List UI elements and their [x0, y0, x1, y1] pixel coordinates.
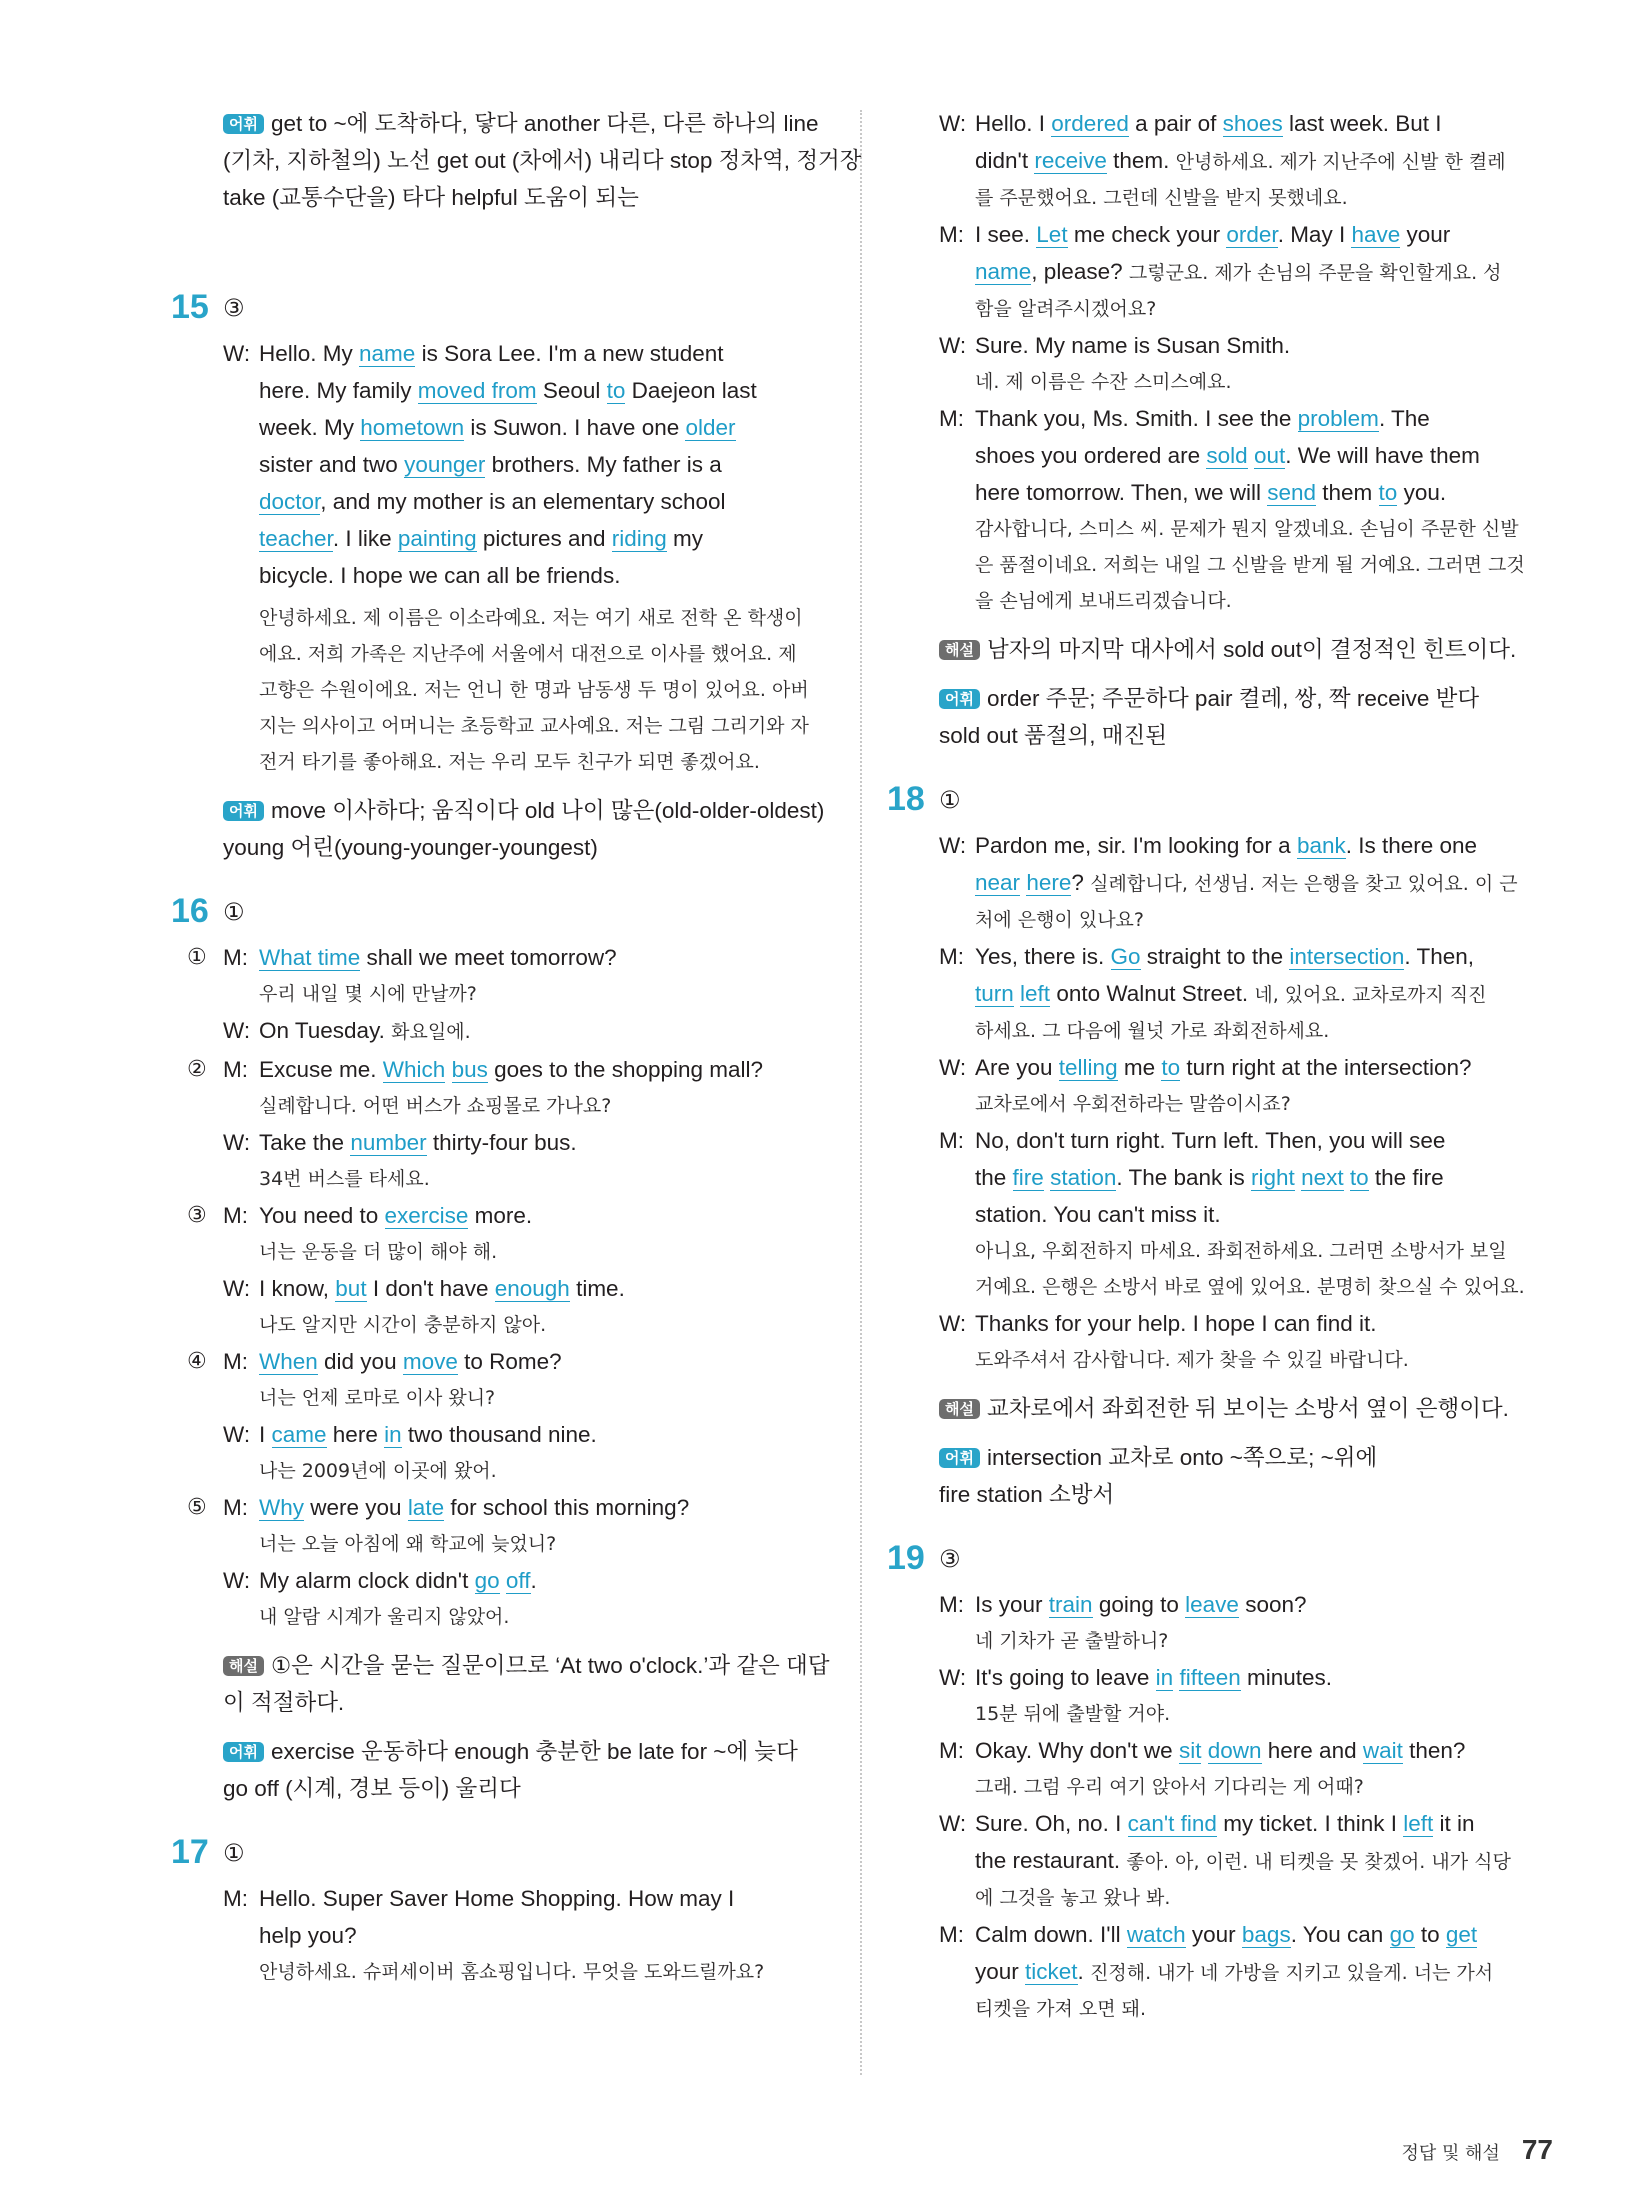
- text: 34번 버스를 타세요.: [259, 1168, 430, 1190]
- text: station. You can't miss it.: [975, 1202, 1221, 1227]
- text: When: [259, 1349, 318, 1374]
- text: pictures and: [476, 526, 612, 551]
- text: Hello. Super Saver Home Shopping. How may I: [259, 1886, 735, 1911]
- text: exercise: [384, 1203, 469, 1228]
- text: to: [1414, 1922, 1446, 1947]
- blank-answer: younger: [404, 452, 486, 477]
- text: here: [1026, 870, 1072, 895]
- text: watch: [1126, 1922, 1186, 1947]
- text: left: [1020, 981, 1051, 1006]
- text: bus: [451, 1057, 488, 1082]
- vocab-18: [939, 1439, 1554, 1513]
- text: 진정해. 내가 네 가방을 지키고 있을게. 너는 가서: [1090, 1962, 1494, 1984]
- question-17-continued: [939, 105, 1554, 754]
- text: last week. But I: [1282, 111, 1442, 136]
- option-number: ④: [187, 1349, 207, 1374]
- text: [1201, 1738, 1207, 1763]
- text: to Rome?: [457, 1349, 562, 1374]
- text: Take the: [259, 1130, 351, 1155]
- text: . The bank is: [1116, 1165, 1252, 1190]
- text: young 어린(young-younger-youngest): [223, 835, 598, 860]
- text: shall we meet tomorrow?: [360, 945, 617, 970]
- text: here tomorrow. Then, we will: [975, 480, 1268, 505]
- text: 네, 있어요. 교차로까지 직진: [1254, 984, 1487, 1006]
- text: 거예요. 은행은 소방서 바로 옆에 있어요. 분명히 찾으실 수 있어요.: [975, 1276, 1525, 1298]
- text: 처에 은행이 있나요?: [975, 909, 1144, 931]
- vocab-text: take (교통수단을) 타다 helpful 도움이 되는: [223, 185, 639, 210]
- text: M:: [939, 222, 964, 247]
- question-15: [171, 288, 838, 866]
- text: your: [975, 1959, 1026, 1984]
- text: my ticket. I think I: [1216, 1811, 1404, 1836]
- text: enough: [494, 1276, 570, 1301]
- text: thirty-four bus.: [426, 1130, 577, 1155]
- text: going to: [1092, 1592, 1186, 1617]
- text: two thousand nine.: [401, 1422, 597, 1447]
- text: turn right at the intersection?: [1180, 1055, 1472, 1080]
- text: bicycle. I hope we can all be friends.: [259, 563, 621, 588]
- text: me: [1117, 1055, 1162, 1080]
- page-footer: [1401, 2134, 1553, 2166]
- text: soon?: [1238, 1592, 1307, 1617]
- text: I don't have: [366, 1276, 495, 1301]
- text: order 주문; 주문하다 pair 켤레, 쌍, 짝 receive 받다: [986, 686, 1480, 711]
- text: [1344, 1165, 1350, 1190]
- text: 좋아. 아, 이런. 내 티켓을 못 찾겠어. 내가 식당: [1126, 1851, 1511, 1873]
- text: 교차로에서 좌회전한 뒤 보이는 소방서 옆이 은행이다.: [986, 1396, 1509, 1421]
- option-number: ⑤: [187, 1495, 207, 1520]
- blank-answer: hometown: [360, 415, 465, 440]
- text: didn't: [975, 148, 1035, 173]
- text: M:: [939, 1592, 964, 1617]
- text: time.: [569, 1276, 625, 1301]
- korean-translation: [259, 600, 838, 780]
- text: sold: [1206, 443, 1248, 468]
- text: 그래. 그럼 우리 여기 앉아서 기다리는 게 어때?: [975, 1776, 1364, 1798]
- text: .: [1077, 1959, 1091, 1984]
- text: move: [402, 1349, 458, 1374]
- text: M:: [939, 1738, 964, 1763]
- text: 안녕하세요. 슈퍼세이버 홈쇼핑입니다. 무엇을 도와드릴까요?: [259, 1961, 765, 1983]
- text: 은 품절이네요. 저희는 내일 그 신발을 받게 될 거예요. 그러면 그것: [975, 554, 1525, 576]
- text: 에 그것을 놓고 왔나 봐.: [975, 1887, 1171, 1909]
- text: bank: [1296, 833, 1346, 858]
- footer-label: 정답 및 해설: [1401, 2143, 1500, 2164]
- text: Are you: [975, 1055, 1059, 1080]
- text: 안녕하세요. 제가 지난주에 신발 한 켤레: [1175, 151, 1506, 173]
- text: goes to the shopping mall?: [487, 1057, 764, 1082]
- text: the restaurant.: [975, 1848, 1127, 1873]
- vocab-14: [223, 105, 862, 216]
- text: 너는 언제 로마로 이사 왔니?: [259, 1387, 496, 1409]
- text: No, don't turn right. Turn left. Then, you will see: [975, 1128, 1446, 1153]
- text: On Tuesday.: [259, 1018, 392, 1043]
- text: go: [474, 1568, 500, 1593]
- text: station: [1050, 1165, 1117, 1190]
- text: What time: [259, 945, 361, 970]
- text: them.: [1106, 148, 1176, 173]
- text: you.: [1397, 480, 1447, 505]
- question-number: 15: [171, 288, 209, 326]
- text: 우리 내일 몇 시에 만날까?: [259, 983, 477, 1005]
- text: telling: [1058, 1055, 1118, 1080]
- text: 을 손님에게 보내드리겠습니다.: [975, 590, 1232, 612]
- text: bags: [1241, 1922, 1291, 1947]
- text: M:: [223, 1057, 248, 1082]
- text: Thank you, Ms. Smith. I see the: [975, 406, 1298, 431]
- right-column: [887, 105, 1554, 2053]
- text: Hello. My: [259, 341, 360, 366]
- question-17: [171, 1833, 838, 1990]
- text: 15분 뒤에 출발할 거야.: [975, 1703, 1171, 1725]
- text: ordered: [1051, 111, 1129, 136]
- explain-badge: 해설: [939, 1399, 980, 1419]
- text: me check your: [1067, 222, 1227, 247]
- text: them: [1316, 480, 1379, 505]
- explain-badge: 해설: [223, 1656, 264, 1676]
- option-number: ②: [187, 1057, 207, 1082]
- text: came: [271, 1422, 327, 1447]
- text: M:: [939, 406, 964, 431]
- blank-answer: moved from: [417, 378, 537, 403]
- text: , and my mother is an elementary school: [320, 489, 726, 514]
- text: Which: [382, 1057, 446, 1082]
- text: can't find: [1127, 1811, 1217, 1836]
- text: order: [1226, 222, 1278, 247]
- text: W:: [939, 833, 967, 858]
- text: W:: [223, 1422, 251, 1447]
- text: 에요. 저희 가족은 지난주에 서울에서 대전으로 이사를 했어요. 제: [259, 643, 797, 665]
- question-number: 17: [171, 1833, 209, 1871]
- text: 그렇군요. 제가 손님의 주문을 확인할게요. 성: [1128, 262, 1502, 284]
- text: straight to the: [1140, 944, 1290, 969]
- text: week. My: [259, 415, 361, 440]
- option-2: [187, 1051, 838, 1197]
- text: 지는 의사이고 어머니는 초등학교 교사예요. 저는 그림 그리기와 자: [259, 715, 809, 737]
- text: for school this morning?: [444, 1495, 690, 1520]
- text: 이 적절하다.: [223, 1690, 345, 1715]
- text: Hello. I: [975, 111, 1052, 136]
- text: Daejeon last: [625, 378, 757, 403]
- text: W:: [223, 1568, 251, 1593]
- question-19: [887, 1539, 1554, 2027]
- text: sister and two: [259, 452, 405, 477]
- text: M:: [939, 1128, 964, 1153]
- text: more.: [468, 1203, 533, 1228]
- text: near: [975, 870, 1021, 895]
- answer-mark: ①: [223, 897, 245, 926]
- explanation-18: [939, 1390, 1554, 1427]
- text: . You can: [1290, 1922, 1390, 1947]
- text: I: [259, 1422, 272, 1447]
- text: the fire: [1368, 1165, 1444, 1190]
- text: get: [1445, 1922, 1478, 1947]
- vocab-15: [223, 792, 838, 866]
- text: problem: [1297, 406, 1379, 431]
- text: W:: [223, 1018, 251, 1043]
- text: move 이사하다; 움직이다 old 나이 많은(old-older-oldest): [270, 798, 825, 823]
- text: 전거 타기를 좋아해요. 저는 우리 모두 친구가 되면 좋겠어요.: [259, 751, 760, 773]
- text: number: [350, 1130, 427, 1155]
- text: Let: [1036, 222, 1068, 247]
- blank-answer: riding: [611, 526, 667, 551]
- text: out: [1253, 443, 1286, 468]
- option-5: [187, 1489, 838, 1635]
- answer-mark: ①: [939, 785, 961, 814]
- text: . May I: [1277, 222, 1352, 247]
- text: . Is there one: [1345, 833, 1478, 858]
- column-divider: [860, 110, 862, 2075]
- text: 화요일에.: [391, 1021, 471, 1043]
- text: [500, 1568, 506, 1593]
- text: [1248, 443, 1254, 468]
- text: a pair of: [1128, 111, 1223, 136]
- text: 네. 제 이름은 수잔 스미스예요.: [975, 371, 1232, 393]
- text: your: [1185, 1922, 1242, 1947]
- left-column: [171, 105, 862, 2016]
- text: W:: [939, 1665, 967, 1690]
- text: W:: [939, 1811, 967, 1836]
- text: 를 주문했어요. 그런데 신발을 받지 못했네요.: [975, 187, 1348, 209]
- text: . Then,: [1404, 944, 1475, 969]
- speaker-label: W:: [223, 341, 251, 366]
- text: . We will have them: [1285, 443, 1480, 468]
- text: to: [1161, 1055, 1181, 1080]
- text: Go: [1110, 944, 1141, 969]
- text: 내 알람 시계가 울리지 않았어.: [259, 1606, 510, 1628]
- text: leave: [1185, 1592, 1239, 1617]
- text: . The: [1378, 406, 1430, 431]
- text: 도와주셔서 감사합니다. 제가 찾을 수 있길 바랍니다.: [975, 1349, 1409, 1371]
- text: 고향은 수원이에요. 저는 언니 한 명과 남동생 두 명이 있어요. 아버: [259, 679, 809, 701]
- text: here. My family: [259, 378, 418, 403]
- text: fifteen: [1179, 1665, 1241, 1690]
- text: shoes: [1222, 111, 1283, 136]
- question-16: [171, 892, 838, 1807]
- text: 하세요. 그 다음에 월넛 가로 좌회전하세요.: [975, 1020, 1330, 1042]
- text: fire: [1012, 1165, 1044, 1190]
- blank-answer: name: [359, 341, 416, 366]
- answer-mark: ①: [223, 1838, 245, 1867]
- text: .: [530, 1568, 537, 1593]
- explain-badge: 해설: [939, 640, 980, 660]
- text: I know,: [259, 1276, 336, 1301]
- text: M:: [939, 1922, 964, 1947]
- text: my: [666, 526, 704, 551]
- text: Okay. Why don't we: [975, 1738, 1179, 1763]
- text: then?: [1402, 1738, 1466, 1763]
- text: left: [1403, 1811, 1434, 1836]
- answer-mark: ③: [939, 1544, 961, 1573]
- text: 감사합니다, 스미스 씨. 문제가 뭔지 알겠네요. 손님이 주문한 신발: [975, 518, 1519, 540]
- text: in: [384, 1422, 402, 1447]
- explanation-16: [223, 1647, 838, 1721]
- text: M:: [223, 945, 248, 970]
- text: W:: [939, 111, 967, 136]
- text: 티켓을 가져 오면 돼.: [975, 1998, 1146, 2020]
- blank-answer: teacher: [259, 526, 333, 551]
- vocab-badge: 어휘: [939, 689, 980, 709]
- page-number: 77: [1521, 2134, 1553, 2165]
- text: . I like: [332, 526, 398, 551]
- text: ①은 시간을 묻는 질문이므로 ‘At two o'clock.’과 같은 대답: [270, 1653, 830, 1678]
- vocab-17: [939, 680, 1554, 754]
- text: 실례합니다, 선생님. 저는 은행을 찾고 있어요. 이 근: [1090, 873, 1518, 895]
- text: intersection: [1289, 944, 1405, 969]
- text: here and: [1261, 1738, 1363, 1763]
- text: M:: [223, 1495, 248, 1520]
- text: Seoul: [536, 378, 607, 403]
- text: sold out 품절의, 매진된: [939, 723, 1167, 748]
- text: 안녕하세요. 제 이름은 이소라예요. 저는 여기 새로 전학 온 학생이: [259, 607, 803, 629]
- text: Thanks for your help. I hope I can find it.: [975, 1311, 1377, 1336]
- text: ticket: [1025, 1959, 1078, 1984]
- text: have: [1351, 222, 1401, 247]
- text: My alarm clock didn't: [259, 1568, 475, 1593]
- text: minutes.: [1240, 1665, 1333, 1690]
- option-3: [187, 1197, 838, 1343]
- text: Sure. My name is Susan Smith.: [975, 333, 1291, 358]
- text: Why: [259, 1495, 304, 1520]
- text: W:: [223, 1130, 251, 1155]
- text: it in: [1433, 1811, 1475, 1836]
- text: Is your: [975, 1592, 1049, 1617]
- text: ?: [1071, 870, 1091, 895]
- text: [445, 1057, 451, 1082]
- text: 너는 오늘 아침에 왜 학교에 늦었니?: [259, 1533, 557, 1555]
- vocab-badge: 어휘: [223, 114, 264, 134]
- answer-mark: ③: [223, 293, 245, 322]
- text: wait: [1362, 1738, 1403, 1763]
- text: here: [326, 1422, 385, 1447]
- option-number: ③: [187, 1203, 207, 1228]
- text: send: [1267, 480, 1317, 505]
- text: M:: [939, 944, 964, 969]
- text: late: [407, 1495, 445, 1520]
- text: your: [1400, 222, 1451, 247]
- vocab-badge: 어휘: [939, 1448, 980, 1468]
- explanation-17: [939, 631, 1554, 668]
- text: I see.: [975, 222, 1037, 247]
- text: to: [1349, 1165, 1369, 1190]
- text: Sure. Oh, no. I: [975, 1811, 1128, 1836]
- text: were you: [304, 1495, 408, 1520]
- blank-answer: older: [685, 415, 736, 440]
- text: name: [975, 259, 1032, 284]
- dialogue-line: [223, 335, 838, 780]
- vocab-16: [223, 1733, 838, 1807]
- text: is Suwon. I have one: [464, 415, 686, 440]
- text: the: [975, 1165, 1013, 1190]
- text: W:: [939, 333, 967, 358]
- text: W:: [223, 1276, 251, 1301]
- text: turn: [975, 981, 1014, 1006]
- question-number: 18: [887, 780, 925, 818]
- text: but: [335, 1276, 367, 1301]
- text: 실례합니다. 어떤 버스가 쇼핑몰로 가나요?: [259, 1095, 612, 1117]
- text: 아니요, 우회전하지 마세요. 좌회전하세요. 그러면 소방서가 보일: [975, 1240, 1507, 1262]
- blank-answer: to: [606, 378, 626, 403]
- text: receive: [1034, 148, 1107, 173]
- option-4: [187, 1343, 838, 1489]
- text: right: [1251, 1165, 1295, 1190]
- text: M:: [223, 1349, 248, 1374]
- vocab-text: (기차, 지하철의) 노선 get out (차에서) 내리다 stop 정차역, 정거장: [223, 148, 862, 173]
- text: go: [1389, 1922, 1415, 1947]
- question-number: 19: [887, 1539, 925, 1577]
- text: sit: [1178, 1738, 1202, 1763]
- question-18: [887, 780, 1554, 1513]
- text: M:: [223, 1886, 248, 1911]
- text: intersection 교차로 onto ~쪽으로; ~위에: [986, 1445, 1378, 1470]
- vocab-badge: 어휘: [223, 801, 264, 821]
- text: train: [1048, 1592, 1093, 1617]
- blank-answer: doctor: [259, 489, 321, 514]
- text: Yes, there is.: [975, 944, 1111, 969]
- text: did you: [317, 1349, 403, 1374]
- text: 나는 2009년에 이곳에 왔어.: [259, 1460, 497, 1482]
- text: down: [1207, 1738, 1262, 1763]
- text: M:: [223, 1203, 248, 1228]
- text: fire station 소방서: [939, 1482, 1115, 1507]
- blank-answer: painting: [397, 526, 477, 551]
- text: off: [505, 1568, 531, 1593]
- text: , please?: [1031, 259, 1129, 284]
- text: brothers. My father is a: [485, 452, 722, 477]
- text: Calm down. I'll: [975, 1922, 1127, 1947]
- text: Excuse me.: [259, 1057, 383, 1082]
- option-number: ①: [187, 945, 207, 970]
- text: 네 기차가 곧 출발하니?: [975, 1630, 1169, 1652]
- text: onto Walnut Street.: [1050, 981, 1255, 1006]
- text: 너는 운동을 더 많이 해야 해.: [259, 1241, 498, 1263]
- option-1: [187, 939, 838, 1051]
- text: exercise 운동하다 enough 충분한 be late for ~에 늦다: [270, 1739, 798, 1764]
- text: W:: [939, 1055, 967, 1080]
- text: help you?: [259, 1923, 357, 1948]
- text: in: [1155, 1665, 1174, 1690]
- text: is Sora Lee. I'm a new student: [415, 341, 724, 366]
- text: 남자의 마지막 대사에서 sold out이 결정적인 힌트이다.: [986, 637, 1517, 662]
- text: 함을 알려주시겠어요?: [975, 298, 1157, 320]
- text: It's going to leave: [975, 1665, 1156, 1690]
- text: 나도 알지만 시간이 충분하지 않아.: [259, 1314, 547, 1336]
- vocab-text: get to ~에 도착하다, 닿다 another 다른, 다른 하나의 line: [270, 111, 819, 136]
- text: next: [1301, 1165, 1344, 1190]
- vocab-badge: 어휘: [223, 1742, 264, 1762]
- text: W:: [939, 1311, 967, 1336]
- text: shoes you ordered are: [975, 443, 1207, 468]
- question-number: 16: [171, 892, 209, 930]
- text: go off (시계, 경보 등이) 울리다: [223, 1776, 521, 1801]
- text: to: [1378, 480, 1398, 505]
- text: You need to: [259, 1203, 385, 1228]
- text: 교차로에서 우회전하라는 말씀이시죠?: [975, 1093, 1291, 1115]
- text: Pardon me, sir. I'm looking for a: [975, 833, 1297, 858]
